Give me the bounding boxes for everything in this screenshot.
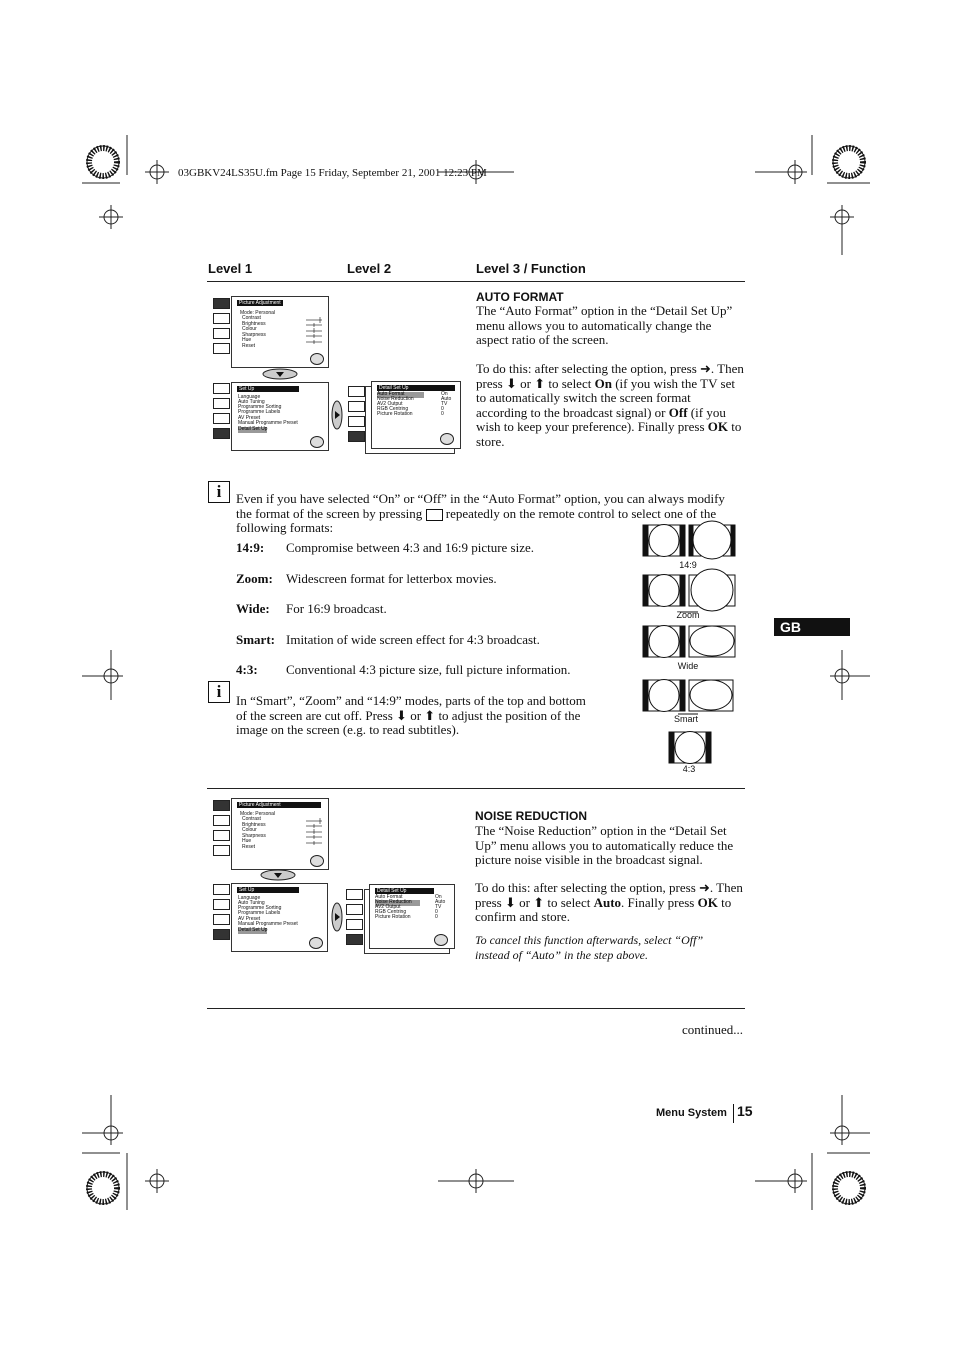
up-arrow-icon: ⬆ xyxy=(533,894,545,910)
setup-menu-2: Set Up Language Auto Tuning Programme Sorting Programme Labels AV Preset Manual Programme Preset Detail Set Up xyxy=(231,883,328,952)
right-arrow-key-icon xyxy=(331,902,343,932)
noise-reduction-p1: The “Noise Reduction” option in the “Detail Set Up” menu allows you to automatically reduce the picture noise visible in the broadcast signal. xyxy=(475,823,734,868)
format-desc-smart: Imitation of wide screen effect for 4:3 broadcast. xyxy=(286,632,540,647)
footer-divider xyxy=(733,1104,734,1123)
format-term-smart: Smart: xyxy=(236,632,275,647)
down-arrow-icon: ⬇ xyxy=(505,375,517,391)
up-arrow-icon: ⬆ xyxy=(534,375,546,391)
level1-header: Level 1 xyxy=(208,261,253,276)
detail-setup-menu-1: Detail Set Up Auto Format Noise Reduction AV2 Output RGB Centring Picture Rotation On Auto TV 0 0 xyxy=(371,381,461,449)
right-arrow-icon: ➜ xyxy=(700,361,711,376)
info-note-icon: i xyxy=(208,481,230,503)
right-arrow-icon: ➜ xyxy=(699,880,710,895)
noise-reduction-title: NOISE REDUCTION xyxy=(475,809,588,823)
ok-button-icon xyxy=(310,436,324,448)
ok-button-icon xyxy=(434,934,448,946)
format-illustrations xyxy=(640,520,740,780)
ok-button-icon xyxy=(310,353,324,365)
auto-format-title: AUTO FORMAT xyxy=(476,290,564,304)
format-desc-zoom: Widescreen format for letterbox movies. xyxy=(286,571,497,586)
format-desc-4-3: Conventional 4:3 picture size, full picture information. xyxy=(286,662,571,677)
info-note-icon: i xyxy=(208,681,230,703)
format-label-smart: Smart xyxy=(673,714,698,724)
format-term-14-9: 14:9: xyxy=(236,540,265,555)
format-term-zoom: Zoom: xyxy=(236,571,273,586)
menu-icons-1c xyxy=(348,386,365,446)
menu-title: Picture Adjustment xyxy=(239,300,281,306)
setup-menu-1: Set Up Language Auto Tuning Programme Sorting Programme Labels AV Preset Manual Programme Preset Detail Set Up xyxy=(231,382,329,451)
down-arrow-icon: ⬇ xyxy=(396,707,407,723)
auto-format-p2: To do this: after selecting the option, press ➜. Then press ⬇ or ⬆ to select On (if you wish the TV set to automatically switch the screen format according to the broadcast signal) or Off (if you wish to keep your preference). Finally press OK to store. xyxy=(476,361,744,449)
language-tab: GB xyxy=(774,618,850,636)
up-arrow-icon: ⬆ xyxy=(424,707,436,723)
menu-icons-1a xyxy=(213,298,230,358)
format-label-zoom: Zoom xyxy=(676,610,700,620)
slider-bars xyxy=(306,317,324,347)
page-number: 15 xyxy=(737,1103,753,1119)
menu-icons-2c xyxy=(346,889,363,949)
down-arrow-icon: ⬇ xyxy=(504,894,516,910)
note1-text: Even if you have selected “On” or “Off” in the “Auto Format” option, you can always modify the format of the screen by pressing repeatedly on the remote control to select one of the following formats: xyxy=(236,491,725,536)
format-label-wide: Wide xyxy=(677,661,699,671)
format-desc-wide: For 16:9 broadcast. xyxy=(286,601,387,616)
ok-button-icon xyxy=(440,433,454,445)
format-term-4-3: 4:3: xyxy=(236,662,258,677)
header-rule xyxy=(207,281,745,282)
level3-header: Level 3 / Function xyxy=(476,261,586,276)
noise-reduction-p2: To do this: after selecting the option, press ➜. Then press ⬇ or ⬆ to select Auto. Finally press OK to confirm and store. xyxy=(475,880,743,925)
menu-icons-2b xyxy=(213,884,230,944)
footer-section: Menu System xyxy=(656,1107,727,1119)
continued-text: continued... xyxy=(682,1022,744,1037)
picture-adjustment-menu-1: Picture Adjustment Mode: Personal Contrast Brightness Colour Sharpness Hue Reset xyxy=(231,296,329,368)
auto-format-p1: The “Auto Format” option in the “Detail Set Up” menu allows you to automatically change the aspect ratio of the screen. xyxy=(476,303,733,348)
format-term-wide: Wide: xyxy=(236,601,270,616)
section-rule xyxy=(207,788,745,789)
slider-bars xyxy=(306,818,324,848)
picture-adjustment-menu-2: Picture Adjustment Mode: Personal Contrast Brightness Colour Sharpness Hue Reset xyxy=(231,798,329,870)
format-label-4-3: 4:3 xyxy=(682,764,696,774)
down-arrow-key-icon xyxy=(260,869,296,881)
format-label-14-9: 14:9 xyxy=(679,560,697,570)
level2-header: Level 2 xyxy=(347,261,392,276)
down-arrow-key-icon xyxy=(262,368,298,380)
noise-reduction-italic-note: To cancel this function afterwards, select “Off” instead of “Auto” in the step above. xyxy=(475,933,704,962)
note2-text: In “Smart”, “Zoom” and “14:9” modes, parts of the top and bottom of the screen are cut off. Press ⬇ or ⬆ to adjust the position of the image on the screen (e.g. to read subtitles). xyxy=(236,693,586,738)
menu-icons-1b xyxy=(213,383,230,443)
file-header: 03GBKV24LS35U.fm Page 15 Friday, September 21, 2001 12:23 PM xyxy=(178,167,487,179)
detail-setup-menu-2: Detail Set Up Auto Format Noise Reduction AV2 Output RGB Centring Picture Rotation On Auto TV 0 0 xyxy=(369,884,455,949)
ok-button-icon xyxy=(309,937,323,949)
screen-format-button-icon xyxy=(426,509,443,521)
bottom-rule xyxy=(207,1008,745,1009)
format-desc-14-9: Compromise between 4:3 and 16:9 picture size. xyxy=(286,540,535,555)
menu-icons-2a xyxy=(213,800,230,860)
right-arrow-key-icon xyxy=(331,400,343,430)
ok-button-icon xyxy=(310,855,324,867)
